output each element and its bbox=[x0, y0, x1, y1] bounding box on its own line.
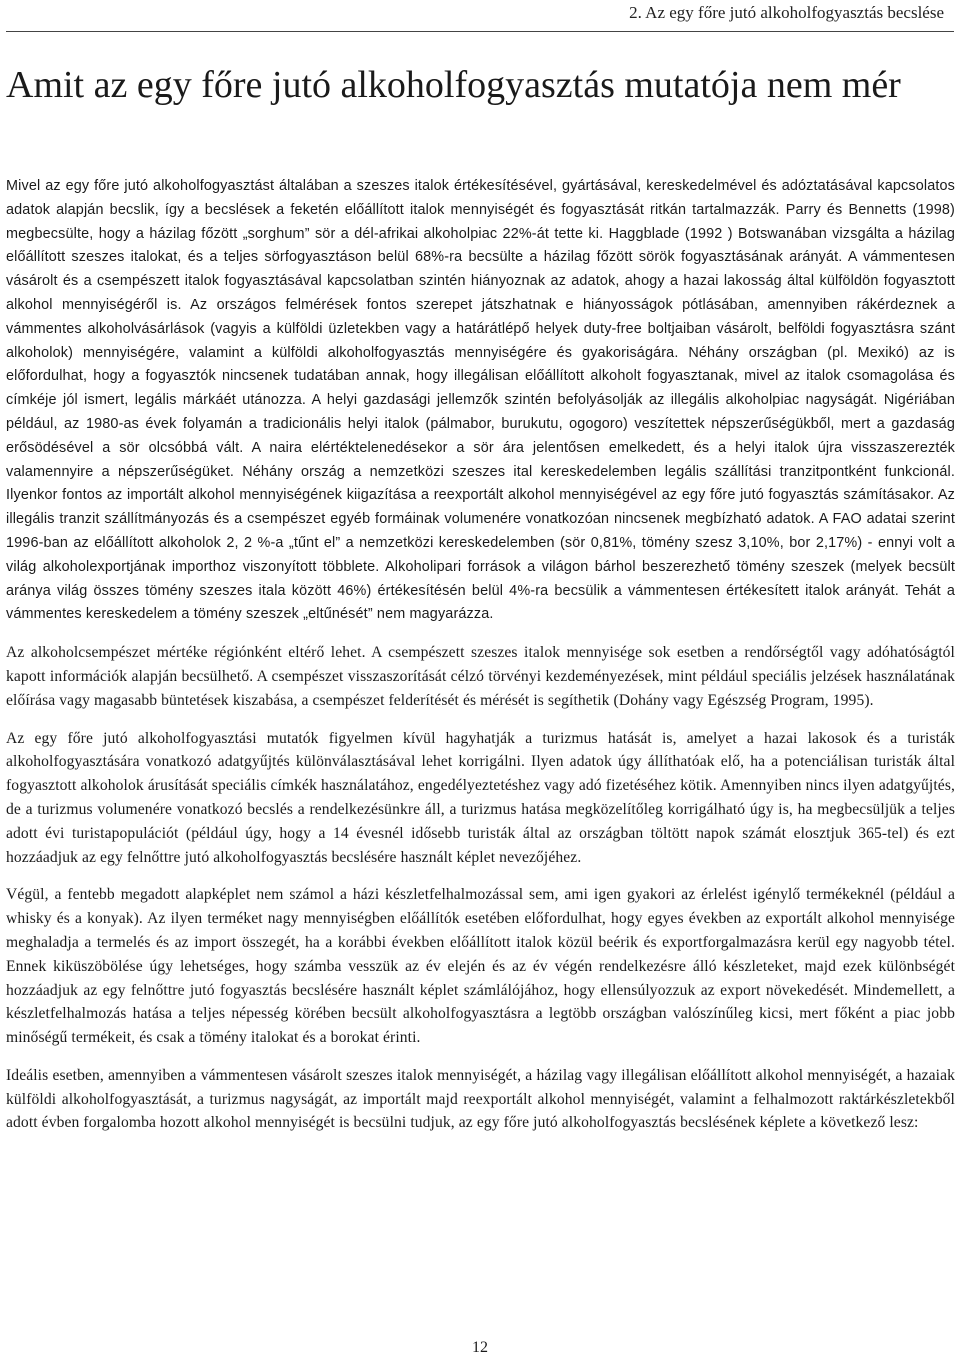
paragraph-1: Mivel az egy főre jutó alkoholfogyasztást általában a szeszes italok értékesítésével, gyártásával, kereskedelmével és adóztatásával kapcsolatos adatok alapján becslik, így a becslések a feketén előállított italok mennyiségét és fogyasztását ritkán tartalmazzák. Parry és Bennetts (1998) megbecsülte, hogy a házilag főzött „sorghum” sör a dél-afrikai alkoholpiac 22%-át tette ki. Haggblade (1992 ) Botswanában vizsgálta a házilag előállított szeszes italokat, és a teljes sörfogyasztáson belül 68%-ra becsülte a házilag főzött sörök fogyasztásának arányát. A vámmentesen vásárolt és a csempészett italok fogyasztásával kapcsolatban szintén hiányoznak az adatok, ahogy a hazai lakosság által külföldön fogyasztott alkohol mennyiségéről is. Az országos felmérések fontos szerepet játszhatnak e hiányosságok pótlásában, amennyiben rákérdeznek a vámmentes alkoholvásárlások (vagyis a külföldi üzletekben vagy a határátlépő helyek duty-free boltjaiban vásárolt, belföldi fogyasztásra szánt alkoholok) mennyiségére, valamint a külföldi alkoholfogyasztás mennyiségére és gyakoriságára. Néhány országban (pl. Mexikó) az is előfordulhat, hogy a fogyasztók nincsenek tudatában annak, hogy illegálisan előállított alkoholt fogyasztanak, mivel az italok csomagolása és címkéje jól ismert, legális márkáét utánozza. A helyi gazdasági jellemzők szintén befolyásolják az illegális alkoholpiac nagyságát. Nigériában például, az 1980-as évek folyamán a tradicionális helyi italok (pálmabor, burukutu, ogogoro) veszítettek népszerűségükből, mert a gazdaság erősödésével a sör olcsóbbá vált. A naira elértéktelenedésekor a sör ára jelentősen emelkedett, és a helyi italok újra visszaszerezték valamennyire a népszerűségüket. Néhány ország a nemzetközi szeszes ital kereskedelemben legális szállítási tranzitpontként funkcionál. Ilyenkor fontos az importált alkohol mennyiségének kiigazítása a reexportált alkohol mennyiségével az egy főre jutó fogyasztás számításakor. Az illegális tranzit szállítmányozás és a csempészet egyéb formáinak volumenére vonatkozóan nincsenek megbízható adatok. A FAO adatai szerint 1996-ban az előállított alkoholok 2, 2 %-a „tűnt el” a nemzetközi kereskedelemben (sör 0,81%, tömény szesz 3,10%, bor 2,17%) - ennyi volt a világ alkoholexportjának importhoz viszonyított többlete. Alkoholipari források a világon bárhol beszerezhető tömény szeszek (melyek becsült aránya világ összes tömény szeszes itala között 46%) értékesítésén belül 4%-ra becsülik a vámmentesen értékesített italok arányát. Tehát a vámmentes kereskedelem a tömény szeszek „eltűnését” nem magyarázza. bbox=[6, 178, 955, 623]
paragraph-2: Az alkoholcsempészet mértéke régiónként eltérő lehet. A csempészett szeszes italok mennyisége sok esetben a rendőrségtől vagy adóhatóságtól kapott információk alapján becsülhető. A csempészet visszaszorítását célzó törvényi kezdeményezések, mint például speciális jelzések használatának előírása vagy magasabb büntetések kiszabása, a csempészet felderítését és mérését is segíthetik (Dohány vagy Egészség Program, 1995). bbox=[6, 644, 955, 709]
paragraph-5: Ideális esetben, amennyiben a vámmentesen vásárolt szeszes italok mennyiségét, a házilag vagy illegálisan előállított alkohol mennyiségét, a hazaiak külföldi alkoholfogyasztását, a turizmus nagyságát, az importált majd reexportált alkohol mennyiségét, valamint a felhalmozott raktárkészletekből adott évben forgalomba hozott alkohol mennyiségét is becsülni tudjuk, az egy főre jutó alkoholfogyasztás becslésének képlete a következő lesz: bbox=[6, 1066, 955, 1132]
header-divider bbox=[6, 31, 954, 32]
body-text bbox=[6, 175, 955, 1149]
running-header: 2. Az egy főre jutó alkoholfogyasztás becslése bbox=[629, 3, 944, 22]
page-number: 12 bbox=[472, 1339, 488, 1356]
section-title: Amit az egy főre jutó alkoholfogyasztás mutatója nem mér bbox=[6, 64, 901, 106]
paragraph-4: Végül, a fentebb megadott alapképlet nem számol a házi készletfelhalmozással sem, ami igen gyakori az érlelést igénylő termékeknél (például a whisky és a konyak). Az ilyen terméket nagy mennyiségben előállítók esetében előfordulhat, hogy egyes években az exportált alkohol mennyisége meghaladja a termelés és az import összegét, ha a korábbi években előállított italok közül beérik és exportforgalmazásra kerül egy nagyobb tétel. Ennek kiküszöbölése úgy lehetséges, hogy számba vesszük az év elején és az év végén rendelkezésre álló készleteket, majd ezek különbségét hozzáadjuk az egy felnőttre jutó fogyasztás becslésére használt képlet számlálójához, hogy ellensúlyozzuk az export növekedését. Mindemellett, a készletfelhalmozás hatása a teljes népesség körében becsült alkoholfogyasztásra a legtöbb országban valószínűleg kicsi, mert főként a piac jobb minőségű termékeit, és csak a tömény italokat és a borokat érinti. bbox=[6, 886, 955, 1047]
paragraph-3: Az egy főre jutó alkoholfogyasztási mutatók figyelmen kívül hagyhatják a turizmus hatását is, amelyet a hazai lakosok és a turisták alkoholfogyasztására vonatkozó adatgyűjtés különválasztásával lehet korrigálni. Ilyen adatok úgy állíthatóak elő, ha a potenciálisan turisták által fogyasztott alkoholok árusítását speciális címkék használatához, engedélyeztetéshez vagy adó fizetéséhez kötik. Amennyiben nincs ilyen adatgyűjtés, de a turizmus volumenére vonatkozó becslés a rendelkezésünkre áll, a turizmus hatása megközelítőleg korrigálható úgy is, ha megbecsüljük a teljes adott évi turistapopulációt (például úgy, hogy a 14 évesnél idősebb turisták által az országban töltött napok számát elosztjuk 365-tel) és ezt hozzáadjuk az egy felnőttre jutó alkoholfogyasztás becslésére használt képlet nevezőjéhez. bbox=[6, 729, 955, 866]
